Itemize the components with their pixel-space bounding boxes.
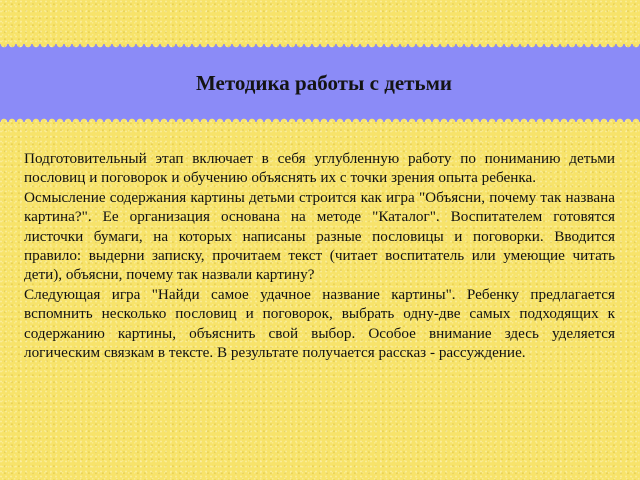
paragraph-best-title-game: Следующая игра "Найди самое удачное название картины". Ребенку предлагается вспомнить несколько пословиц и поговорок, выбрать одну-две самых подходящих к содержанию картины, объяснить свой выбор. Особое внимание здесь уделяется логическим связкам в тексте. В результате получается рассказ - рассуждение. bbox=[24, 285, 615, 362]
paragraph-explain-game: Осмысление содержания картины детьми строится как игра "Объясни, почему так названа картина?". Ее организация основана на методе "Каталог". Воспитателем готовятся листочки бумаги, на которых написаны разные пословицы и поговорки. Вводится правило: выдерни записку, прочитаем текст (читает воспитатель или умеющие читать дети), объясни, почему так назвали картину? bbox=[24, 188, 615, 284]
slide-title: Методика работы с детьми bbox=[196, 70, 452, 95]
paragraph-preparatory-stage: Подготовительный этап включает в себя углубленную работу по пониманию детьми пословиц и поговорок и обучению объяснять их с точки зрения опыта ребенка. bbox=[24, 150, 615, 187]
slide-body bbox=[24, 149, 615, 362]
slide-title-container bbox=[0, 44, 640, 122]
